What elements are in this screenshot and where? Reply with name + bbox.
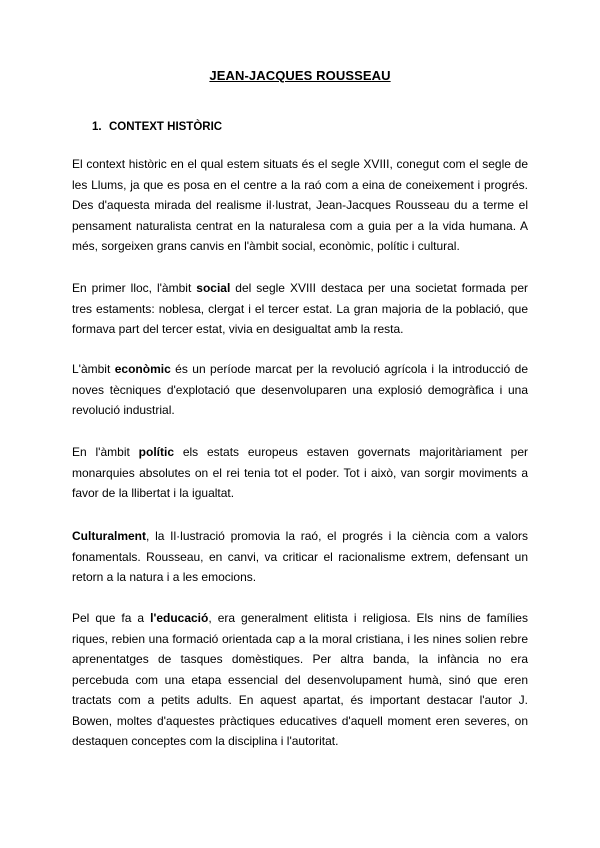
paragraph-cultural [72,526,528,588]
document-title: JEAN-JACQUES ROUSSEAU [209,68,391,83]
section-heading [92,121,222,133]
paragraph-economic [72,359,528,421]
paragraph-political-after: els estats europeus estaven governats majoritàriament per monarquies absolutes on el rei tenia tot el poder. Tot i això, van sorgir moviments a favor de la llibertat i la igualtat. [72,445,528,500]
paragraph-economic-before: L'àmbit [72,362,115,376]
paragraph-economic-keyword: econòmic [114,362,171,376]
paragraph-social [72,278,528,340]
paragraph-cultural-after: , la Il·lustració promovia la raó, el progrés i la ciència com a valors fonamentals. Rousseau, en canvi, va criticar el racionalisme extrem, defensant un retorn a la natura i a les emocions. [72,529,528,584]
paragraph-cultural-keyword: Culturalment [72,529,147,543]
paragraph-education [72,608,528,752]
section-number: 1. [92,121,102,133]
paragraph-social-before: En primer lloc, l'àmbit [72,281,197,295]
paragraph-social-keyword: social [196,281,231,295]
paragraph-education-keyword: l'educació [150,611,209,625]
paragraph-education-after: , era generalment elitista i religiosa. Els nins de famílies riques, rebien una formació orientada cap a la moral cristiana, i les nines solien rebre aprenentatges de tasques domèstiques. Per altra banda, la infància no era percebuda com una etapa essencial del desenvolupament humà, sinó que eren tractats com a petits adults. En aquest apartat, és important destacar l'autor J. Bowen, moltes d'aquestes pràctiques educatives d'aquell moment eren severes, on destaquen conceptes com la disciplina i l'autoritat. [72,611,528,748]
paragraph-context-text: El context històric en el qual estem situats és el segle XVIII, conegut com el segle de les Llums, ja que es posa en el centre a la raó com a eina de coneixement i progrés. Des d'aquesta mirada del realisme il·lustrat, Jean-Jacques Rousseau du a terme el pensament naturalista centrat en la naturalesa com a guia per a la vida humana. A més, sorgeixen grans canvis en l'àmbit social, econòmic, polític i cultural. [72,157,528,253]
section-heading-text: CONTEXT HISTÒRIC [109,121,223,133]
paragraph-economic-after: és un període marcat per la revolució agrícola i la introducció de noves tècniques d'explotació que desenvoluparen una explosió demogràfica i una revolució industrial. [72,362,528,417]
paragraph-education-before: Pel que fa a [72,611,151,625]
paragraph-political-before: En l'àmbit [72,445,139,459]
paragraph-social-after: del segle XVIII destaca per una societat formada per tres estaments: noblesa, clergat i el tercer estat. La gran majoria de la població, que formava part del tercer estat, vivia en desigualtat amb la resta. [72,281,528,336]
paragraph-political [72,442,528,504]
paragraph-context [72,154,528,257]
paragraph-political-keyword: polític [138,445,174,459]
